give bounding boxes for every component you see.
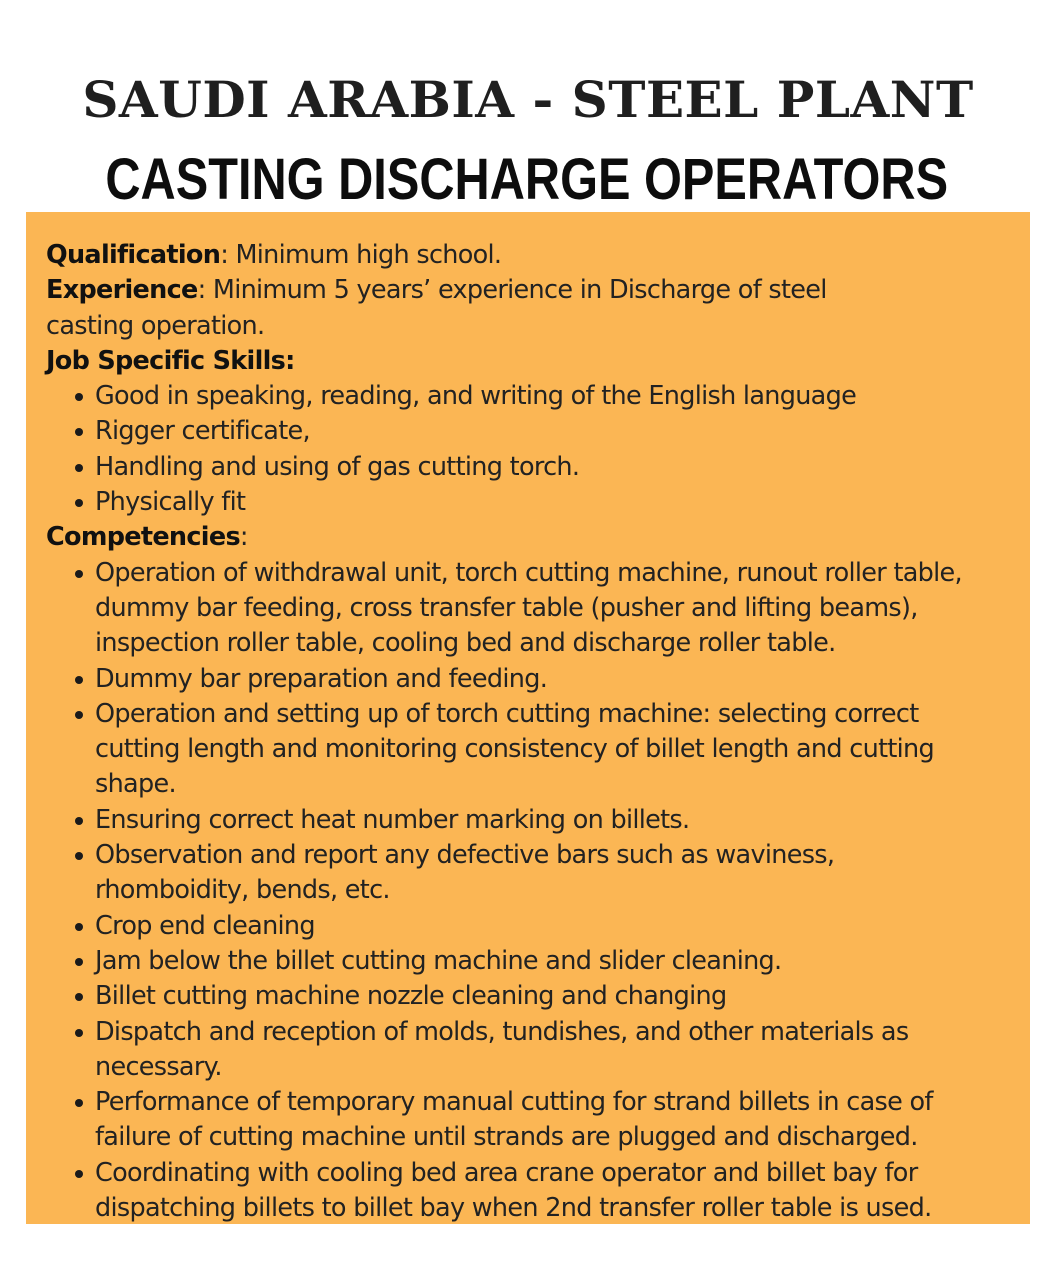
competency-text: inspection roller table, cooling bed and discharge roller table. — [95, 628, 836, 659]
job-title: CASTING DISCHARGE OPERATORS — [105, 147, 949, 212]
competency-text: necessary. — [95, 1051, 222, 1082]
competency-item — [46, 838, 1016, 909]
skill-item: Good in speaking, reading, and writing of the English language — [46, 379, 1016, 414]
experience-text: : Minimum 5 years’ experience in Discharge of steel — [197, 275, 827, 306]
competency-text: Operation of withdrawal unit, torch cutting machine, runout roller table, — [95, 557, 962, 588]
competency-text: Crop end cleaning — [95, 910, 315, 941]
competency-item — [46, 909, 1016, 944]
job-description — [46, 238, 1016, 1226]
qualification-line — [46, 238, 1016, 273]
competencies-colon: : — [239, 522, 248, 553]
competency-text: Ensuring correct heat number marking on billets. — [95, 804, 690, 835]
skills-list — [46, 379, 1016, 520]
competency-text: dummy bar feeding, cross transfer table (pusher and lifting beams), — [95, 592, 918, 623]
competency-text: Coordinating with cooling bed area crane operator and billet bay for — [95, 1157, 918, 1188]
competency-text: Operation and setting up of torch cutting machine: selecting correct — [95, 698, 919, 729]
competency-text: Dummy bar preparation and feeding. — [95, 663, 548, 694]
competency-item — [46, 1015, 1016, 1086]
competencies-list — [46, 556, 1016, 1227]
skill-item: Physically fit — [46, 485, 1016, 520]
page-title: SAUDI ARABIA - STEEL PLANT — [82, 70, 974, 129]
competency-item — [46, 662, 1016, 697]
competency-item — [46, 1085, 1016, 1156]
competency-text: Jam below the billet cutting machine and slider cleaning. — [95, 945, 782, 976]
competency-text: cutting length and monitoring consistency of billet length and cutting — [95, 734, 934, 765]
experience-line-continued: casting operation. — [46, 310, 265, 341]
competency-item — [46, 556, 1016, 662]
qualification-label: Qualification — [46, 240, 221, 270]
competency-text: rhomboidity, bends, etc. — [95, 875, 390, 906]
experience-line — [46, 273, 1016, 308]
competency-text: Billet cutting machine nozzle cleaning and changing — [95, 981, 727, 1012]
competency-text: dispatching billets to billet bay when 2nd transfer roller table is used. — [95, 1193, 932, 1224]
experience-label: Experience — [46, 275, 198, 306]
skill-item: Rigger certificate, — [46, 414, 1016, 449]
skill-item: Handling and using of gas cutting torch. — [46, 450, 1016, 485]
skills-heading: Job Specific Skills: — [46, 345, 295, 376]
competency-text: Dispatch and reception of molds, tundishes, and other materials as — [95, 1016, 909, 1047]
competency-item — [46, 944, 1016, 979]
competency-text: shape. — [95, 769, 176, 800]
competency-item — [46, 697, 1016, 803]
competency-item — [46, 1156, 1016, 1227]
competency-item — [46, 979, 1016, 1014]
competency-text: Observation and report any defective bars such as waviness, — [95, 840, 835, 871]
competency-text: Performance of temporary manual cutting for strand billets in case of — [95, 1087, 933, 1118]
competency-text: failure of cutting machine until strands are plugged and discharged. — [95, 1122, 918, 1153]
qualification-text: : Minimum high school. — [220, 240, 502, 270]
competency-item — [46, 803, 1016, 838]
competencies-label: Competencies — [46, 522, 240, 553]
competencies-heading — [46, 520, 1016, 555]
